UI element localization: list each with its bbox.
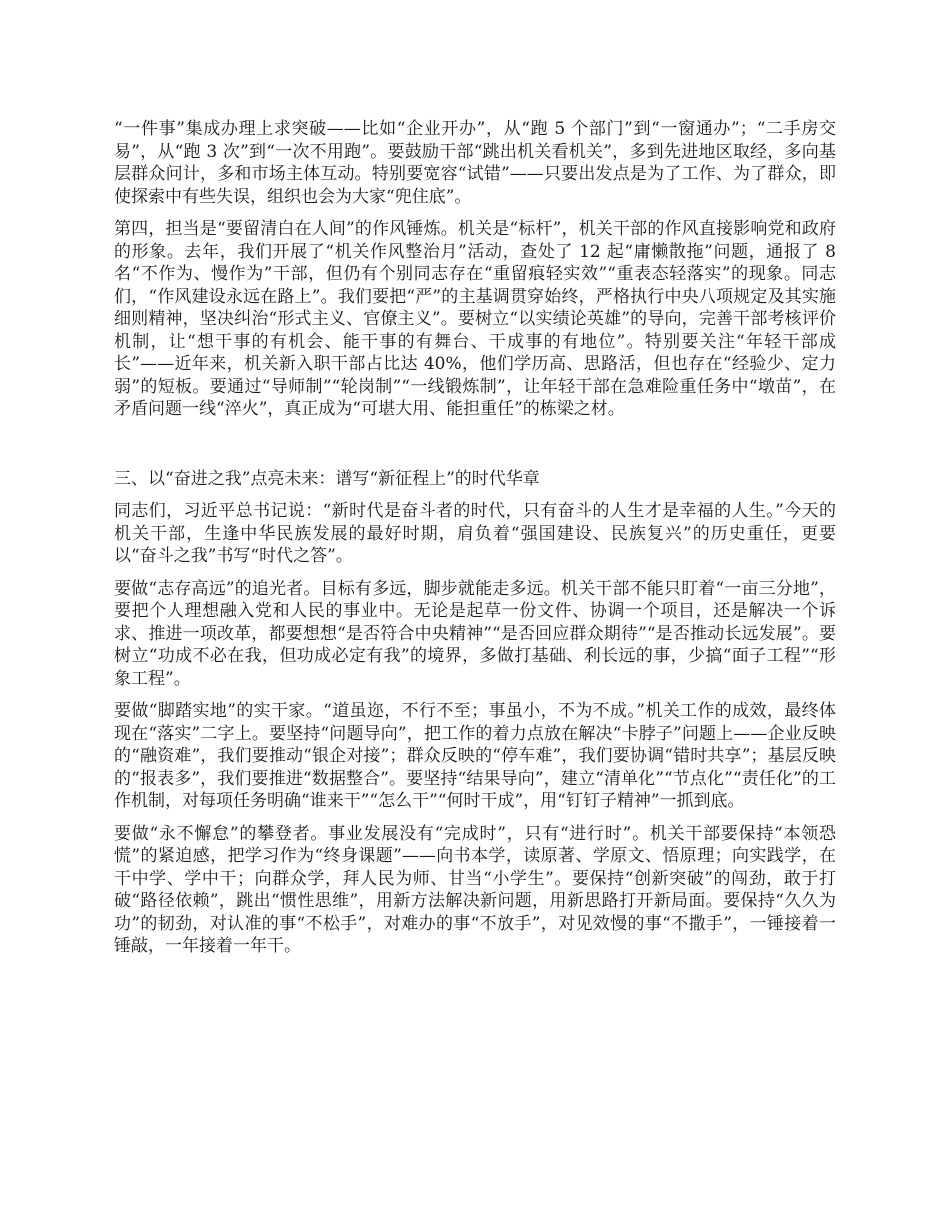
- document-body: [114, 118, 836, 968]
- paragraph-1: “一件事”集成办理上求突破——比如“企业开办”，从“跑 5 个部门”到“一窗通办”；“二手房交易”，从“跑 3 次”到“一次不用跑”。要鼓励干部“跳出机关看机关”，多到先进地区取经，多向基层群众问计，多和市场主体互动。特别要宽容“试错”——只要出发点是为了工作、为了群众，即使探索中有些失误，组织也会为大家“兜住底”。: [114, 119, 836, 207]
- section-paragraph-1: 同志们，习近平总书记说：“新时代是奋斗者的时代，只有奋斗的人生才是幸福的人生。”今天的机关干部，生逢中华民族发展的最好时期，肩负着“强国建设、民族复兴”的历史重任，更要以“奋斗之我”书写“时代之答”。: [114, 501, 836, 566]
- paragraph-2: 第四，担当是“要留清白在人间”的作风锤炼。机关是“标杆”，机关干部的作风直接影响党和政府的形象。去年，我们开展了“机关作风整治月”活动，查处了 12 起“庸懒散拖”问题，通报了 8 名“不作为、慢作为”干部，但仍有个别同志存在“重留痕轻实效”“重表态轻落实”的现象。同志们，“作风建设永远在路上”。我们要把“严”的主基调贯穿始终，严格执行中央八项规定及其实施细则精神，坚决纠治“形式主义、官僚主义”。要树立“以实绩论英雄”的导向，完善干部考核评价机制，让“想干事的有机会、能干事的有舞台、干成事的有地位”。特别要关注“年轻干部成长”——近年来，机关新入职干部占比达 40%，他们学历高、思路活，但也存在“经验少、定力弱”的短板。要通过“导师制”“轮岗制”“一线锻炼制”，让年轻干部在急难险重任务中“墩苗”，在矛盾问题一线“淬火”，真正成为“可堪大用、能担重任”的栋梁之材。: [114, 219, 836, 419]
- section-paragraph-2: 要做“志存高远”的追光者。目标有多远，脚步就能走多远。机关干部不能只盯着“一亩三分地”，要把个人理想融入党和人民的事业中。无论是起草一份文件、协调一个项目，还是解决一个诉求、推进一项改革，都要想想“是否符合中央精神”“是否回应群众期待”“是否推动长远发展”。要树立“功成不必在我，但功成必定有我”的境界，多做打基础、利长远的事，少搞“面子工程”“形象工程”。: [114, 578, 836, 689]
- section-paragraph-4: 要做“永不懈怠”的攀登者。事业发展没有“完成时”，只有“进行时”。机关干部要保持“本领恐慌”的紧迫感，把学习作为“终身课题”——向书本学，读原著、学原文、悟原理；向实践学，在干中学、学中干；向群众学，拜人民为师、甘当“小学生”。要保持“创新突破”的闯劲，敢于打破“路径依赖”，跳出“惯性思维”，用新方法解决新问题，用新思路打开新局面。要保持“久久为功”的韧劲，对认准的事“不松手”，对难办的事“不放手”，对见效慢的事“不撒手”，一锤接着一锤敲，一年接着一年干。: [114, 823, 836, 956]
- section-paragraph-3: 要做“脚踏实地”的实干家。“道虽迩，不行不至；事虽小，不为不成。”机关工作的成效，最终体现在“落实”二字上。要坚持“问题导向”，把工作的着力点放在解决“卡脖子”问题上——企业反映的“融资难”，我们要推动“银企对接”；群众反映的“停车难”，我们要协调“错时共享”；基层反映的“报表多”，我们要推进“数据整合”。要坚持“结果导向”，建立“清单化”“节点化”“责任化”的工作机制，对每项任务明确“谁来干”“怎么干”“何时干成”，用“钉钉子精神”一抓到底。: [114, 701, 836, 811]
- section-heading: 三、以“奋进之我”点亮未来：谱写“新征程上”的时代华章: [114, 468, 540, 489]
